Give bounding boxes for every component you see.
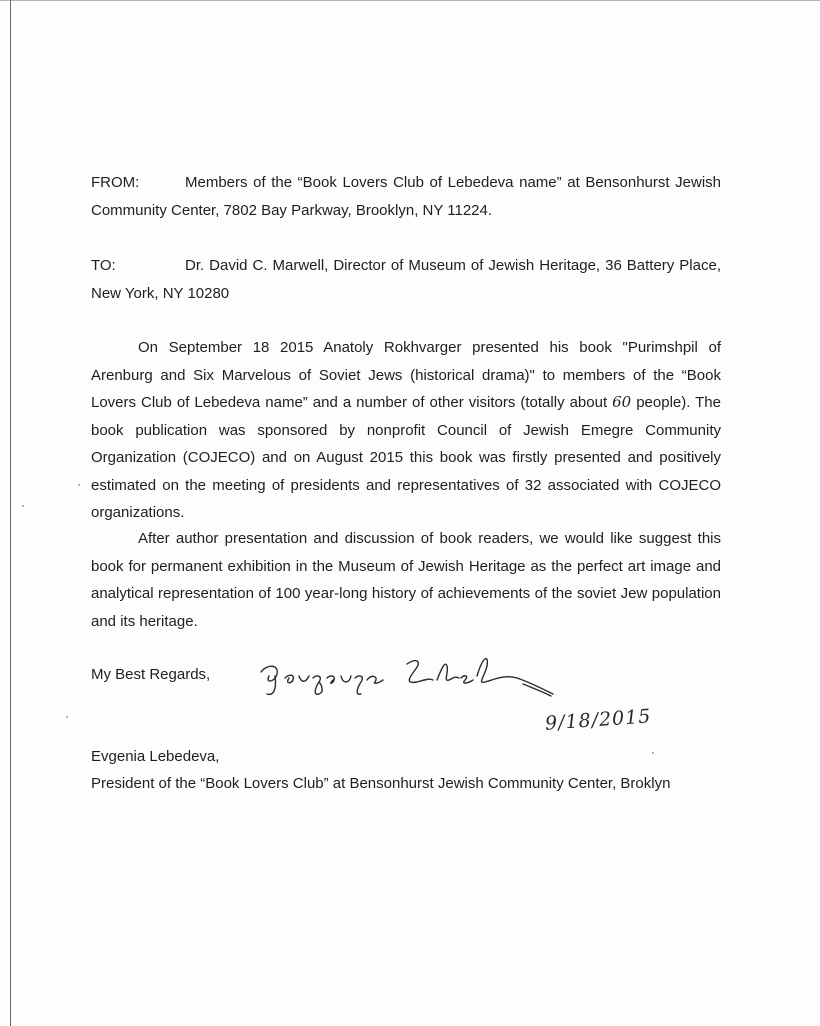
signer-title: President of the “Book Lovers Club” at Bensonhurst Jewish Community Center, Broklyn [91,775,671,792]
page-top-edge [0,0,820,1]
closing-regards: My Best Regards, [91,666,211,683]
to-label: TO: [91,257,116,274]
body-paragraph-2: After author presentation and discussion of book readers, we would like suggest this book for permanent exhibition in the Museum of Jewish Heritage as the perfect art image and analytical representation of 100 year-long history of achievements of the soviet Jew population and its heritage. [91,530,721,630]
paragraph-1-end: people). The book publication was sponsored by nonprofit Council of Jewish Emegre Community Organization (COJECO) and on August 2015 this book was firstly presented and positively estimated on the meeting of presidents and representatives of 32 associated with COJECO organizations. [91,394,721,521]
scan-speck [78,484,80,486]
page-left-edge [10,0,11,1026]
paragraph-1-start: On September 18 2015 Anatoly Rokhvarger presented his book "Purimshpil of Arenburg and Six Marvelous of Soviet Jews (historical drama)" to members of the “Book Lovers Club of Lebedeva name” and a number of other visitors (totally about [91,339,721,411]
handwritten-visitor-count: 60 [612,393,632,411]
body-paragraph-1 [91,334,721,527]
to-text: Dr. David C. Marwell, Director of Museum of Jewish Heritage, 36 Battery Place, New York, NY 10280 [91,257,721,302]
scan-speck [22,505,24,507]
to-block [91,252,721,307]
scan-speck [66,716,68,718]
from-block [91,169,721,224]
signer-name: Evgenia Lebedeva, [91,748,220,765]
from-text: Members of the “Book Lovers Club of Lebedeva name” at Bensonhurst Jewish Community Center, 7802 Bay Parkway, Brooklyn, NY 11224. [91,174,721,219]
scan-speck [652,752,654,754]
from-label: FROM: [91,174,140,191]
signature-date: 9/18/2015 [544,705,653,735]
handwritten-signature-icon [255,650,565,710]
